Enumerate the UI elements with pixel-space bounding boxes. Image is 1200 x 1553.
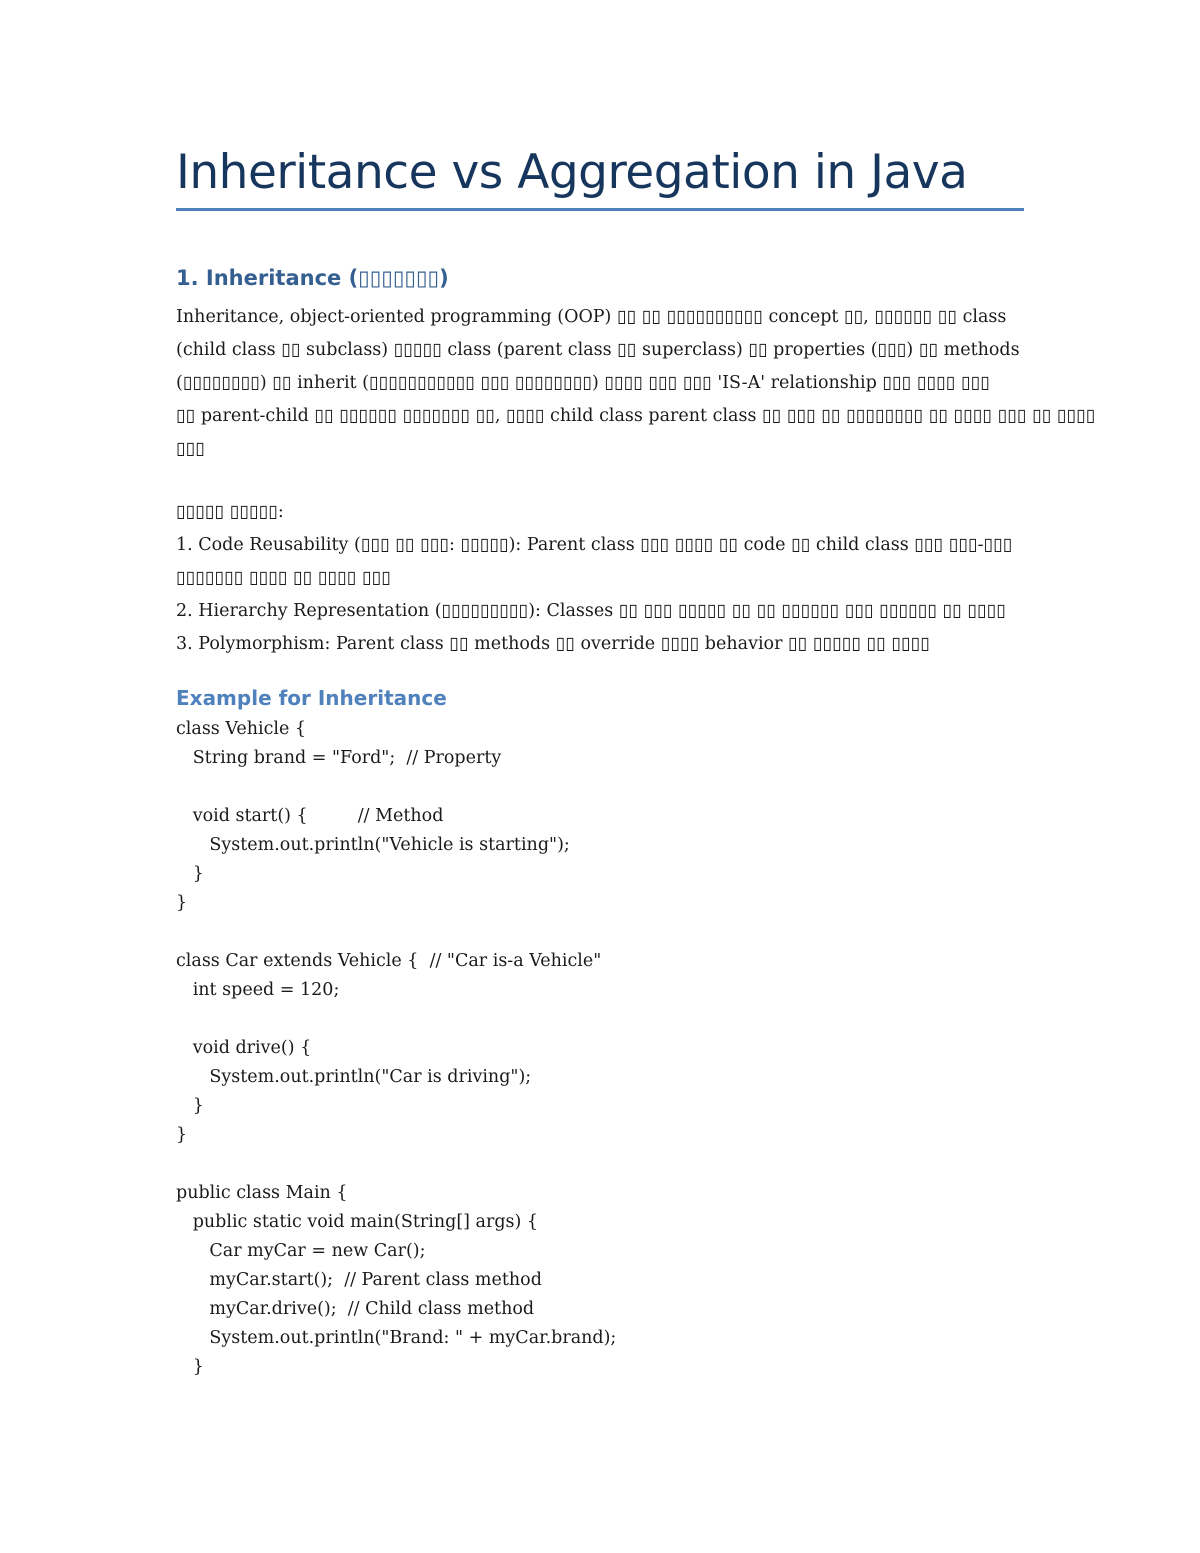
code-line: } xyxy=(176,864,204,884)
feature-item: 3. Polymorphism: Parent class ▯▯ methods ▯▯ override ▯▯▯▯ behavior ▯▯ ▯▯▯▯▯ ▯▯ ▯▯▯▯ xyxy=(176,634,930,654)
features-heading: ▯▯▯▯▯ ▯▯▯▯▯: xyxy=(176,502,284,522)
section-heading-inheritance: 1. Inheritance (▯▯▯▯▯▯▯) xyxy=(176,266,449,290)
paragraph-line: ▯▯▯ xyxy=(176,439,205,459)
feature-item: 1. Code Reusability (▯▯▯ ▯▯ ▯▯▯: ▯▯▯▯▯): Parent class ▯▯▯ ▯▯▯▯ ▯▯ code ▯▯ child class ▯▯▯ ▯▯▯-▯▯▯ xyxy=(176,535,1013,555)
code-line: void start() { // Method xyxy=(176,806,444,826)
feature-item: 2. Hierarchy Representation (▯▯▯▯▯▯▯▯▯): Classes ▯▯ ▯▯▯ ▯▯▯▯▯ ▯▯ ▯▯ ▯▯▯▯▯▯ ▯▯▯ ▯▯▯▯▯▯ ▯▯ ▯▯▯▯ xyxy=(176,601,1006,621)
code-line: System.out.println("Car is driving"); xyxy=(176,1067,532,1087)
code-line xyxy=(176,773,1024,802)
code-line: myCar.drive(); // Child class method xyxy=(176,1299,535,1319)
code-line: myCar.start(); // Parent class method xyxy=(176,1270,542,1290)
paragraph-line: (child class ▯▯ subclass) ▯▯▯▯▯ class (parent class ▯▯ superclass) ▯▯ properties (▯▯▯) ▯▯ methods xyxy=(176,340,1020,360)
code-line xyxy=(176,918,1024,947)
code-line: } xyxy=(176,1096,204,1116)
code-line: public class Main { xyxy=(176,1183,348,1203)
code-line xyxy=(176,1150,1024,1179)
code-line: int speed = 120; xyxy=(176,980,340,1000)
paragraph-line: Inheritance, object-oriented programming (OOP) ▯▯ ▯▯ ▯▯▯▯▯▯▯▯▯▯ concept ▯▯, ▯▯▯▯▯▯ ▯▯ class xyxy=(176,307,1007,327)
features-list xyxy=(176,496,1024,661)
example-heading: Example for Inheritance xyxy=(176,686,447,710)
code-line: Car myCar = new Car(); xyxy=(176,1241,426,1261)
code-line: System.out.println("Vehicle is starting"); xyxy=(176,835,570,855)
paragraph-line: (▯▯▯▯▯▯▯▯) ▯▯ inherit (▯▯▯▯▯▯▯▯▯▯▯ ▯▯▯ ▯▯▯▯▯▯▯▯) ▯▯▯▯ ▯▯▯ ▯▯▯ 'IS-A' relationship ▯▯▯ ▯▯▯▯ ▯▯▯ xyxy=(176,373,990,393)
code-line: } xyxy=(176,1357,204,1377)
feature-item-continuation: ▯▯▯▯▯▯▯ ▯▯▯▯ ▯▯ ▯▯▯▯ ▯▯▯ xyxy=(176,568,391,588)
code-block xyxy=(176,715,1024,1382)
code-line: System.out.println("Brand: " + myCar.brand); xyxy=(176,1328,617,1348)
paragraph-line: ▯▯ parent-child ▯▯ ▯▯▯▯▯▯ ▯▯▯▯▯▯▯ ▯▯, ▯▯▯▯ child class parent class ▯▯ ▯▯▯ ▯▯ ▯▯▯▯▯▯▯▯ ▯▯ ▯▯▯▯ ▯▯▯ ▯▯ ▯▯▯▯ xyxy=(176,406,1096,426)
title-underline xyxy=(176,208,1024,211)
code-line: class Car extends Vehicle { // "Car is-a Vehicle" xyxy=(176,951,602,971)
code-line: public static void main(String[] args) { xyxy=(176,1212,539,1232)
code-line: void drive() { xyxy=(176,1038,312,1058)
code-line: String brand = "Ford"; // Property xyxy=(176,748,502,768)
code-line: } xyxy=(176,893,188,913)
code-line xyxy=(176,1005,1024,1034)
page-content xyxy=(176,140,1096,1382)
code-line: } xyxy=(176,1125,188,1145)
document-title: Inheritance vs Aggregation in Java xyxy=(176,145,968,200)
code-line: class Vehicle { xyxy=(176,719,307,739)
inheritance-paragraph xyxy=(176,301,1096,466)
